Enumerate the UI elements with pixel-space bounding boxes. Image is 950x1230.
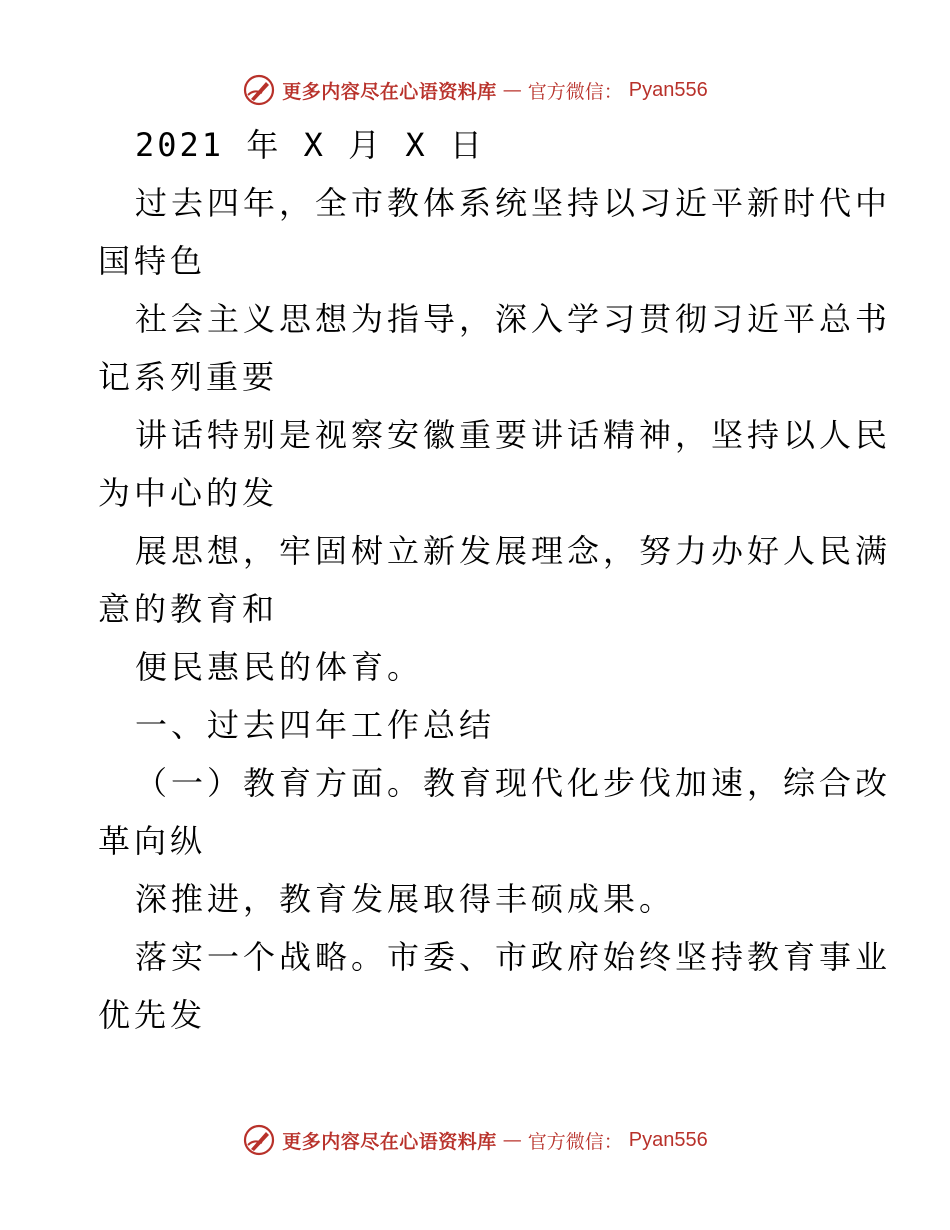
document-body: [98, 116, 892, 1044]
section-heading: 一、过去四年工作总结: [135, 706, 496, 744]
watermark-text: 更多内容尽在心语资料库: [282, 1130, 497, 1153]
paragraph-line: 优先发: [98, 996, 207, 1034]
header-watermark: [0, 70, 950, 110]
paragraph-line: 讲话特别是视察安徽重要讲话精神，坚持以人民: [135, 416, 892, 454]
watermark-wechat-id: Pyan556: [628, 1128, 708, 1151]
paragraph-line: 深推进，教育发展取得丰硕成果。: [135, 880, 676, 918]
paragraph-line: 为中心的发: [98, 474, 279, 512]
quill-pen-logo-icon: [242, 1123, 276, 1157]
quill-pen-logo-icon: [242, 73, 276, 107]
paragraph-line: 过去四年，全市教体系统坚持以习近平新时代中: [135, 184, 892, 222]
paragraph-line: 意的教育和: [98, 590, 279, 628]
document-date: 2021 年 X 月 X 日: [135, 126, 485, 164]
subsection-heading: （一）教育方面。教育现代化步伐加速，综合改: [135, 764, 892, 802]
watermark-wechat-label: 官方微信：: [527, 80, 623, 103]
watermark-separator: —: [502, 1129, 522, 1151]
watermark-wechat-id: Pyan556: [628, 78, 708, 101]
paragraph-line: 记系列重要: [98, 358, 279, 396]
watermark-text: 更多内容尽在心语资料库: [282, 80, 497, 103]
paragraph-line: 国特色: [98, 242, 207, 280]
watermark-separator: —: [502, 79, 522, 101]
paragraph-line: 社会主义思想为指导，深入学习贯彻习近平总书: [135, 300, 892, 338]
paragraph-line: 革向纵: [98, 822, 207, 860]
paragraph-line: 便民惠民的体育。: [135, 648, 424, 686]
watermark-wechat-label: 官方微信：: [527, 1130, 623, 1153]
paragraph-line: 展思想，牢固树立新发展理念，努力办好人民满: [135, 532, 892, 570]
footer-watermark: [0, 1120, 950, 1160]
paragraph-line: 落实一个战略。市委、市政府始终坚持教育事业: [135, 938, 892, 976]
